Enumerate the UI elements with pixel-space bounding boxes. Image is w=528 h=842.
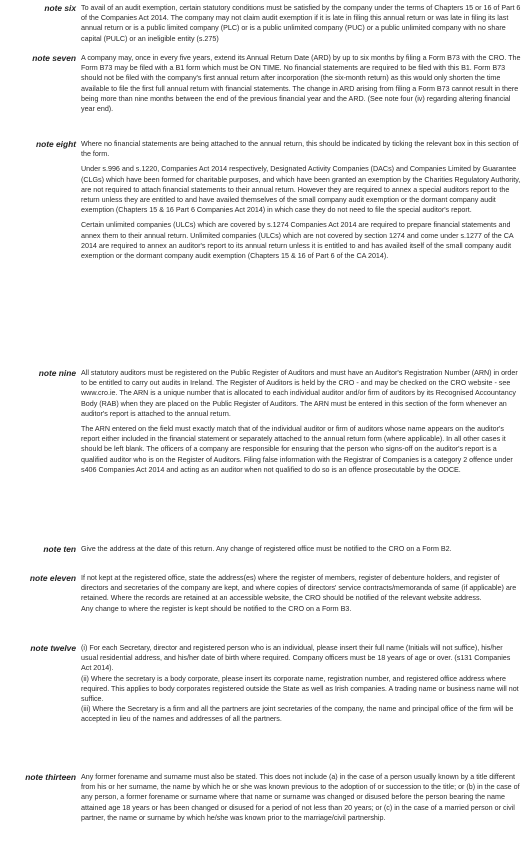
note-body [81, 3, 521, 49]
note-body [81, 772, 521, 828]
note-label: note eight [35, 139, 76, 149]
note-paragraph: Any former forename and surname must also be stated. This does not include (a) in the case of a person usually known by a title different from his or her surname, the name by which he or she was known previous to the adoption of or succession to the title; or (b) in the case of any person, a former forename or surname where that name or surname was changed or disused before the person bearing the name attained age 18 years or has been changed or disused for a period of not less than 20 years; or (c) in the case of a married person or civil partner, the name or surname by which he/she was known prior to the marriage/civil partnership. [81, 773, 520, 822]
note-body [81, 573, 521, 619]
note-label: note twelve [30, 643, 76, 653]
note-paragraph: (ii) Where the secretary is a body corporate, please insert its corporate name, registration number, and registered office address where required. This applies to body corporates registered outside the State as well as Irish companies. A trading name or business name will not suffice. [81, 674, 519, 704]
note-body [81, 544, 521, 559]
note-paragraph: (i) For each Secretary, director and registered person who is an individual, please insert their full name (Initials will not suffice), his/her usual residential address, and his/her date of birth where required. Company officers must be 18 years of age or over. (s131 Companies Act 2014). [81, 644, 511, 673]
note-body [81, 139, 521, 266]
note-label: note six [44, 3, 76, 13]
note-label: note nine [38, 368, 76, 378]
note-paragraph: The ARN entered on the field must exactly match that of the individual auditor or firm of auditors whose name appears on the auditor's report either included in the financial statement or separately attached to the annual return form (where applicable). In all other cases it should be left blank. The officers of a company are responsible for ensuring that the person who signs-off on the auditor's report is a qualified auditor who is on the Register of Auditors. Filing false information with the Registrar of Companies is a category 2 offence under s406 Companies Act 2014 and acting as an auditor when not qualified to do so is an offence prosecutable by the ODCE. [81, 425, 513, 474]
note-paragraph: Where no financial statements are being attached to the annual return, this should be indicated by ticking the relevant box in this section of the form. [81, 140, 519, 159]
note-paragraph: (iii) Where the Secretary is a firm and all the partners are joint secretaries of the company, the name and principal office of the firm will be accepted in lieu of the names and addresses of all the partners. [81, 705, 514, 724]
note-paragraph: All statutory auditors must be registered on the Public Register of Auditors and must have an Auditor's Registration Number (ARN) in order to be entitled to carry out audits in Ireland. The Register of Auditors is held by the CRO - and may be checked on the CRO website - see www.cro.ie. The ARN is a unique number that is allocated to each individual auditor and/or firm of auditors by its Recognised Accountancy Body (RAB) when they are placed on the Public Register of Auditors. The ARN must be entered in this section of the form whenever an auditor's report is attached to the annual return. [81, 369, 518, 418]
note-paragraph: Certain unlimited companies (ULCs) which are covered by s.1274 Companies Act 2014 are required to prepare financial statements and annex them to their annual return. Unlimited companies (ULCs) which are not covered by section 1274 and come under s.1277 of the CA 2014 are required to annex an auditor's report to its annual return unless it is entitled to and has availed itself of the small company audit exemption or the dormant company audit exemption (Chapters 15 & 16 of Part 6 of the CA 2014). [81, 221, 514, 261]
note-label: note ten [43, 544, 76, 554]
note-label: note seven [32, 53, 76, 63]
note-label: note thirteen [25, 772, 76, 782]
note-paragraph: Give the address at the date of this return. Any change of registered office must be notified to the CRO on a Form B2. [81, 545, 452, 553]
note-paragraph: To avail of an audit exemption, certain statutory conditions must be satisfied by the company under the terms of Chapters 15 or 16 of Part 6 of the Companies Act 2014. The company may not claim audit exemption if it is late in filing this annual return or was late in filing its last annual return or is a public limited company (PLC) or is a public unlimited company (PUC) or a public unlimited company with no share capital (PULC) or an ineligible entity (s.275) [81, 4, 521, 43]
note-body [81, 643, 521, 730]
note-paragraph: If not kept at the registered office, state the address(es) where the register of members, register of debenture holders, and register of directors and secretaries of the company are kept, and where copies of directors' service contracts/memoranda of same (if applicable) are retained. Where the records are retained at an accessible website, the CRO should be notified of the relevant website address. [81, 574, 517, 603]
note-label: note eleven [29, 573, 76, 583]
note-paragraph: Any change to where the register is kept should be notified to the CRO on a Form B3. [81, 604, 352, 613]
note-body [81, 368, 521, 480]
note-body [81, 53, 521, 119]
note-paragraph: A company may, once in every five years, extend its Annual Return Date (ARD) by up to six months by filing a Form B73 with the CRO. The Form B73 may be filed with a B1 form which must be ON TIME. No financial statements are required to be filed with this B1. Form B73 should not be filed with the company's first annual return after incorporation (the six-month return) as this would only shorten the time available to file the first full annual return with financial statements. The change in ARD arising from filing a Form B73 cannot result in there being more than nine months between the end of the previous financial year and the ARD. (See note four (iv) regarding altering financial year end). [81, 54, 521, 114]
note-paragraph: Under s.996 and s.1220, Companies Act 2014 respectively, Designated Activity Companies (DACs) and Companies Limited by Guarantee (CLGs) which have been formed for charitable purposes, and which have been granted an exemption by the Charities Regulatory Authority, are not required to attach financial statements to their annual return. However they are required to annex a special auditors report to the return unless they are entitled to and have availed themselves of the small company audit exemption or the dormant company audit exemption (Chapters 15 & 16 Part 6 Companies Act 2014) in which case they do not need to file the special auditor's report. [81, 165, 521, 215]
